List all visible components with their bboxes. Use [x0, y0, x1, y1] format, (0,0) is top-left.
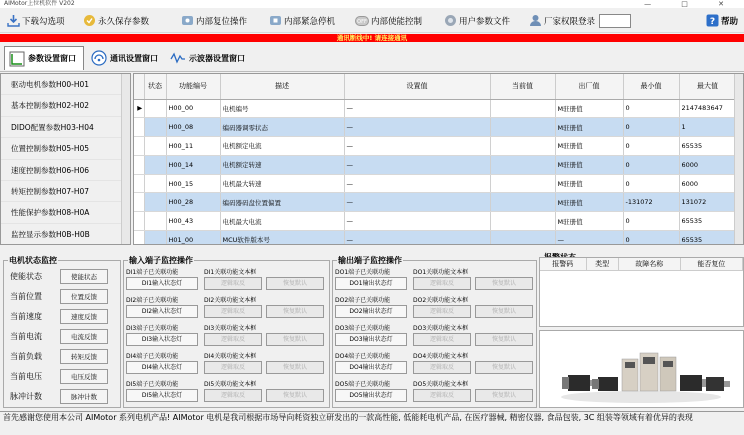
sidebar-item-protection[interactable]: 性能保护参数H08-H0A	[1, 202, 130, 223]
do-item	[335, 295, 535, 323]
di-invert-button[interactable]: 逻辑取反	[204, 389, 262, 402]
motor-status-row	[4, 287, 122, 307]
param-table	[133, 73, 744, 245]
sidebar-item-dido-config[interactable]: DIDO配置参数H03-H04	[1, 117, 130, 138]
do-restore-button[interactable]: 恢复默认	[475, 389, 533, 402]
help-button[interactable]	[705, 12, 738, 29]
cell-min-value: 0	[623, 137, 679, 156]
title-bar	[0, 0, 744, 8]
download-button[interactable]	[6, 12, 65, 29]
save-params-button[interactable]	[82, 12, 149, 29]
download-label: 下载勾选项	[22, 16, 65, 27]
do-invert-button[interactable]: 逻辑取反	[413, 333, 471, 346]
motor-status-row	[4, 387, 122, 407]
di-assoc-label: DI1端子已关联功能	[126, 269, 179, 276]
svg-text:OFF: OFF	[357, 18, 367, 25]
di-assoc-label: DI4端子已关联功能	[126, 353, 179, 360]
reset-icon	[180, 14, 194, 28]
di-status-light: DI4输入状态灯	[126, 361, 198, 374]
do-restore-button[interactable]: 恢复默认	[475, 277, 533, 290]
motor-status-value: 脉冲计数	[60, 389, 108, 404]
di-item	[126, 379, 326, 407]
cell-min-value: 0	[623, 155, 679, 174]
enable-control-button[interactable]	[355, 12, 422, 29]
internal-reset-label: 内部复位操作	[196, 16, 248, 27]
motor-status-label: 当前负载	[10, 352, 42, 361]
table-header-row	[134, 74, 736, 99]
table-row[interactable]	[134, 174, 736, 193]
download-icon	[6, 14, 20, 28]
motor-status-value: 电压反馈	[60, 369, 108, 384]
row-selector[interactable]: ▶	[134, 99, 144, 118]
di-status-light: DI1输入状态灯	[126, 277, 198, 290]
cell-description: 电机额定转速	[220, 155, 344, 174]
sidebar-item-monitor-display[interactable]: 监控显示参数H0B-H0B	[1, 224, 130, 245]
cell-max-value: 65535	[679, 231, 736, 245]
tab-param-settings[interactable]	[4, 46, 84, 70]
output-monitor-panel	[332, 256, 537, 408]
di-assoc-label: DI5端子已关联功能	[126, 381, 179, 388]
motor-status-label: 使能状态	[10, 272, 42, 281]
di-invert-button[interactable]: 逻辑取反	[204, 361, 262, 374]
user-icon	[528, 14, 542, 28]
sidebar-item-speed-control[interactable]: 速度控制参数H06-H06	[1, 160, 130, 181]
di-invert-button[interactable]: 逻辑取反	[204, 305, 262, 318]
sidebar-item-basic-control[interactable]: 基本控制参数H02-H02	[1, 95, 130, 116]
tab-oscilloscope-settings[interactable]	[166, 46, 254, 70]
window-title: AIMotor上位机软件 V202	[4, 0, 75, 7]
tab-bar	[0, 43, 744, 72]
cell-status	[144, 174, 166, 193]
motor-status-row	[4, 307, 122, 327]
table-row[interactable]	[134, 99, 736, 118]
cell-min-value: 0	[623, 118, 679, 137]
alarm-col-resettable: 能否复位	[680, 258, 742, 270]
emergency-stop-icon	[268, 14, 282, 28]
cell-description: MCU软件版本号	[220, 231, 344, 245]
col-max-value: 最大值	[679, 74, 736, 99]
cell-max-value: 65535	[679, 212, 736, 231]
di-text-label: DI2关联功能文本框	[204, 297, 257, 304]
cell-status	[144, 118, 166, 137]
table-row[interactable]	[134, 155, 736, 174]
di-status-light: DI5输入状态灯	[126, 389, 198, 402]
cell-status	[144, 155, 166, 174]
cell-status	[144, 212, 166, 231]
input-monitor-panel	[123, 256, 330, 408]
do-text-label: DO5关联功能文本框	[413, 381, 469, 388]
col-current-value: 当前值	[490, 74, 555, 99]
cell-set-value[interactable]: —	[344, 99, 490, 118]
cell-max-value: 1	[679, 118, 736, 137]
do-status-light: DO1输出状态灯	[335, 277, 407, 290]
cell-current-value	[490, 155, 555, 174]
motor-status-row	[4, 267, 122, 287]
do-assoc-label: DO4端子已关联功能	[335, 353, 391, 360]
cell-min-value: 0	[623, 212, 679, 231]
help-icon	[705, 14, 719, 28]
di-restore-button[interactable]: 恢复默认	[266, 361, 324, 374]
cell-max-value: 2147483647	[679, 99, 736, 118]
row-selector[interactable]	[134, 137, 144, 156]
di-text-label: DI3关联功能文本框	[204, 325, 257, 332]
cell-description: 电机编号	[220, 99, 344, 118]
cell-factory-value: —	[555, 231, 623, 245]
cell-set-value[interactable]: —	[344, 118, 490, 137]
table-row[interactable]	[134, 137, 736, 156]
di-status-light: DI3输入状态灯	[126, 333, 198, 346]
cell-func-code: H00_43	[166, 212, 220, 231]
input-monitor-title: 输入端子监控操作	[129, 256, 193, 265]
do-status-light: DO2输出状态灯	[335, 305, 407, 318]
save-params-label: 永久保存参数	[98, 16, 150, 27]
do-item	[335, 379, 535, 407]
do-invert-button[interactable]: 逻辑取反	[413, 361, 471, 374]
do-restore-button[interactable]: 恢复默认	[475, 305, 533, 318]
motor-status-panel	[3, 256, 121, 408]
alarm-col-code: 报警码	[540, 258, 586, 270]
cell-min-value: 0	[623, 99, 679, 118]
cell-status	[144, 231, 166, 245]
tab-param-settings-label: 参数设置窗口	[28, 54, 76, 63]
motor-status-value: 速度反馈	[60, 309, 108, 324]
enable-icon	[355, 14, 369, 28]
motor-status-label: 脉冲计数	[10, 392, 42, 401]
emergency-stop-label: 内部紧急停机	[284, 16, 336, 27]
col-min-value: 最小值	[623, 74, 679, 99]
cell-description: 编码器码盘位置偏置	[220, 193, 344, 212]
cell-func-code: H00_08	[166, 118, 220, 137]
do-text-label: DO4关联功能文本框	[413, 353, 469, 360]
col-func-code: 功能编号	[166, 74, 220, 99]
table-row[interactable]	[134, 193, 736, 212]
cell-factory-value: M驻册值	[555, 118, 623, 137]
motor-status-value: 使能状态	[60, 269, 108, 284]
col-factory-value: 出厂值	[555, 74, 623, 99]
di-item	[126, 295, 326, 323]
do-invert-button[interactable]: 逻辑取反	[413, 305, 471, 318]
di-text-label: DI4关联功能文本框	[204, 353, 257, 360]
row-selector[interactable]	[134, 155, 144, 174]
do-status-light: DO5输出状态灯	[335, 389, 407, 402]
do-item	[335, 267, 535, 295]
do-status-light: DO4输出状态灯	[335, 361, 407, 374]
cell-factory-value: M驻册值	[555, 137, 623, 156]
connection-banner-text: 通讯断线中! 请连接通讯	[336, 34, 408, 42]
file-icon	[443, 14, 457, 28]
do-status-light: DO3输出状态灯	[335, 333, 407, 346]
row-selector[interactable]	[134, 212, 144, 231]
do-restore-button[interactable]: 恢复默认	[475, 333, 533, 346]
motor-products-graphic	[540, 331, 743, 407]
di-text-label: DI5关联功能文本框	[204, 381, 257, 388]
cell-func-code: H01_00	[166, 231, 220, 245]
di-restore-button[interactable]: 恢复默认	[266, 305, 324, 318]
cell-set-value[interactable]: —	[344, 137, 490, 156]
param-group-sidebar	[0, 73, 131, 245]
sidebar-item-position-control[interactable]: 位置控制参数H05-H05	[1, 138, 130, 159]
enable-control-label: 内部使能控制	[371, 16, 423, 27]
do-assoc-label: DO5端子已关联功能	[335, 381, 391, 388]
do-assoc-label: DO3端子已关联功能	[335, 325, 391, 332]
col-set-value: 设置值	[344, 74, 490, 99]
row-selector[interactable]	[134, 174, 144, 193]
motor-status-row	[4, 347, 122, 367]
sidebar-item-torque-control[interactable]: 转矩控制参数H07-H07	[1, 181, 130, 202]
cell-max-value: 6000	[679, 174, 736, 193]
help-label: 帮助	[721, 16, 739, 27]
cell-factory-value: M驻册值	[555, 155, 623, 174]
col-selector	[134, 74, 144, 99]
internal-reset-button[interactable]	[180, 12, 247, 29]
cell-description: 电机最大转速	[220, 174, 344, 193]
cell-factory-value: M驻册值	[555, 99, 623, 118]
motor-status-label: 当前电压	[10, 372, 42, 381]
di-restore-button[interactable]: 恢复默认	[266, 389, 324, 402]
cell-set-value[interactable]: —	[344, 155, 490, 174]
tab-comm-settings-label: 通讯设置窗口	[110, 53, 158, 63]
motor-status-label: 当前位置	[10, 292, 42, 301]
vendor-login-button[interactable]	[528, 12, 631, 29]
row-selector[interactable]	[134, 231, 144, 245]
do-text-label: DO3关联功能文本框	[413, 325, 469, 332]
cell-max-value: 6000	[679, 155, 736, 174]
di-restore-button[interactable]: 恢复默认	[266, 333, 324, 346]
sidebar-item-motor-params[interactable]: 驱动电机参数H00-H01	[1, 74, 130, 95]
cell-current-value	[490, 193, 555, 212]
vendor-login-input[interactable]	[599, 14, 631, 28]
cell-max-value: 131072	[679, 193, 736, 212]
connection-banner	[0, 34, 744, 42]
do-text-label: DO2关联功能文本框	[413, 297, 469, 304]
cell-func-code: H00_00	[166, 99, 220, 118]
di-text-label: DI1关联功能文本框	[204, 269, 257, 276]
motor-status-label: 当前电流	[10, 332, 42, 341]
motor-status-value: 位置反馈	[60, 289, 108, 304]
di-assoc-label: DI2端子已关联功能	[126, 297, 179, 304]
cell-description: 编码器调零状态	[220, 118, 344, 137]
cell-description: 电机最大电流	[220, 212, 344, 231]
cell-current-value	[490, 231, 555, 245]
toolbar	[0, 8, 744, 33]
col-status: 状态	[144, 74, 166, 99]
cell-min-value: 0	[623, 174, 679, 193]
di-invert-button[interactable]: 逻辑取反	[204, 333, 262, 346]
param-chart-icon	[9, 51, 25, 67]
output-monitor-title: 输出端子监控操作	[338, 256, 402, 265]
comm-icon	[91, 50, 107, 66]
di-item	[126, 323, 326, 351]
user-param-file-button[interactable]	[443, 12, 510, 29]
cell-status	[144, 137, 166, 156]
cell-status	[144, 99, 166, 118]
cell-func-code: H00_15	[166, 174, 220, 193]
alarm-col-name: 故障名称	[618, 258, 680, 270]
di-status-light: DI2输入状态灯	[126, 305, 198, 318]
do-invert-button[interactable]: 逻辑取反	[413, 277, 471, 290]
cell-func-code: H00_14	[166, 155, 220, 174]
do-item	[335, 323, 535, 351]
tab-comm-settings[interactable]	[87, 46, 163, 70]
cell-status	[144, 193, 166, 212]
row-selector[interactable]	[134, 193, 144, 212]
table-scrollbar[interactable]	[734, 74, 743, 244]
motor-status-value: 转矩反馈	[60, 349, 108, 364]
user-param-file-label: 用户参数文件	[459, 16, 511, 27]
cell-func-code: H00_28	[166, 193, 220, 212]
emergency-stop-button[interactable]	[268, 12, 335, 29]
alarm-table	[539, 257, 744, 327]
cell-current-value	[490, 174, 555, 193]
cell-factory-value: M驻册值	[555, 174, 623, 193]
cell-set-value[interactable]: —	[344, 212, 490, 231]
cell-factory-value: M驻册值	[555, 193, 623, 212]
tab-oscilloscope-settings-label: 示波器设置窗口	[189, 53, 245, 63]
di-invert-button[interactable]: 逻辑取反	[204, 277, 262, 290]
window-controls[interactable]: — □ ✕	[644, 0, 738, 8]
do-text-label: DO1关联功能文本框	[413, 269, 469, 276]
motor-status-row	[4, 367, 122, 387]
table-row[interactable]	[134, 212, 736, 231]
cell-func-code: H00_11	[166, 137, 220, 156]
di-item	[126, 267, 326, 295]
cell-current-value	[490, 212, 555, 231]
motor-status-value: 电流反馈	[60, 329, 108, 344]
sidebar-scrollbar[interactable]	[121, 74, 130, 244]
do-assoc-label: DO1端子已关联功能	[335, 269, 391, 276]
cell-min-value: -131072	[623, 193, 679, 212]
di-item	[126, 351, 326, 379]
save-icon	[82, 14, 96, 28]
do-invert-button[interactable]: 逻辑取反	[413, 389, 471, 402]
cell-description: 电机额定电流	[220, 137, 344, 156]
cell-current-value	[490, 118, 555, 137]
cell-set-value[interactable]: —	[344, 174, 490, 193]
motor-status-label: 当前速度	[10, 312, 42, 321]
motor-product-image	[539, 330, 744, 408]
do-item	[335, 351, 535, 379]
alarm-header-row	[540, 258, 743, 270]
di-restore-button[interactable]: 恢复默认	[266, 277, 324, 290]
cell-max-value: 65535	[679, 137, 736, 156]
motor-status-row	[4, 327, 122, 347]
status-bar-text: 首先感谢您使用本公司 AIMotor 系列电机产品! AIMotor 电机是我司根据市场导向耗资独立研发出的一款高性能, 低能耗电机产品, 在医疗器械, 精密仪器, 食品包装, 3C 组装等领域有着优异的表现	[3, 413, 693, 422]
do-assoc-label: DO2端子已关联功能	[335, 297, 391, 304]
svg-text:?: ?	[709, 17, 715, 27]
alarm-col-type: 类型	[586, 258, 618, 270]
do-restore-button[interactable]: 恢复默认	[475, 361, 533, 374]
table-row[interactable]	[134, 118, 736, 137]
table-row[interactable]	[134, 231, 736, 245]
cell-min-value: 0	[623, 231, 679, 245]
motor-status-title: 电机状态监控	[9, 256, 57, 265]
oscilloscope-icon	[170, 50, 186, 66]
cell-current-value	[490, 99, 555, 118]
row-selector[interactable]	[134, 118, 144, 137]
cell-factory-value: M驻册值	[555, 212, 623, 231]
cell-set-value[interactable]: —	[344, 231, 490, 245]
cell-set-value[interactable]: —	[344, 193, 490, 212]
cell-current-value	[490, 137, 555, 156]
vendor-login-label: 厂家权限登录	[544, 16, 596, 27]
col-description: 描述	[220, 74, 344, 99]
status-bar	[0, 411, 744, 435]
di-assoc-label: DI3端子已关联功能	[126, 325, 179, 332]
